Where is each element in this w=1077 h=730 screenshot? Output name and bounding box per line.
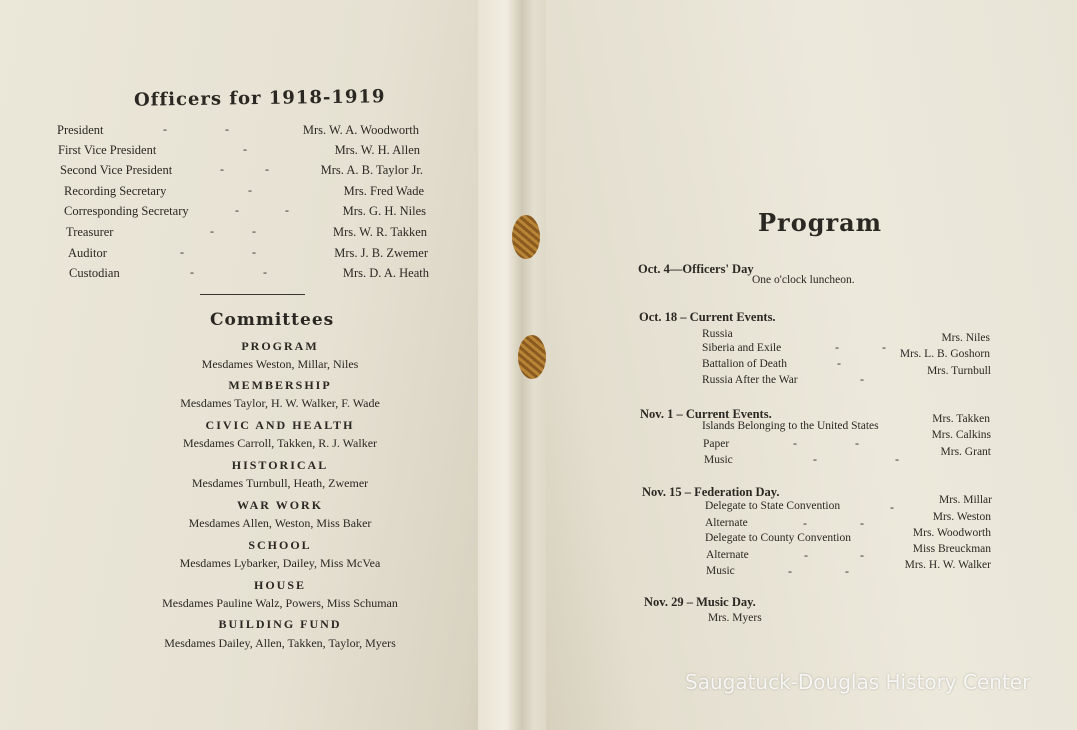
watermark: Saugatuck-Douglas History Center xyxy=(685,670,1031,694)
officer-name: Mrs. W. R. Takken xyxy=(332,225,427,239)
program-speaker: Mrs. Grant xyxy=(940,446,991,458)
leader-dash: - xyxy=(248,183,252,197)
leader-dash: - xyxy=(803,516,807,530)
leader-dash: - xyxy=(220,162,224,176)
leader-dash: - xyxy=(243,142,247,156)
program-speaker: Mrs. L. B. Goshorn xyxy=(899,348,990,360)
leader-dash: - xyxy=(860,372,864,386)
officer-name: Mrs. W. H. Allen xyxy=(334,143,420,157)
program-date: Oct. 18 – Current Events. xyxy=(639,310,776,324)
program-item: Alternate xyxy=(705,517,748,529)
binding-thread xyxy=(512,215,540,259)
officer-name: Mrs. G. H. Niles xyxy=(342,204,426,218)
program-speaker: Mrs. Woodworth xyxy=(912,527,991,539)
leader-dash: - xyxy=(252,245,256,259)
officer-role: Custodian xyxy=(69,266,120,280)
committee-name: HOUSE xyxy=(253,578,306,592)
program-speaker: Mrs. Niles xyxy=(941,332,990,344)
program-speaker: Mrs. Weston xyxy=(932,511,991,523)
program-speaker: Mrs. Turnbull xyxy=(927,365,991,377)
program-item: Alternate xyxy=(706,549,749,561)
program-speaker: Miss Breuckman xyxy=(912,543,991,555)
leader-dash: - xyxy=(263,265,267,279)
leader-dash: - xyxy=(225,122,229,136)
committee-members: Mesdames Taylor, H. W. Walker, F. Wade xyxy=(180,396,380,410)
program-speaker: Mrs. Millar xyxy=(938,494,992,506)
leader-dash: - xyxy=(252,224,256,238)
leader-dash: - xyxy=(835,340,839,354)
leader-dash: - xyxy=(265,162,269,176)
officer-name: Mrs. Fred Wade xyxy=(343,184,424,198)
officer-role: Recording Secretary xyxy=(64,184,167,198)
leader-dash: - xyxy=(235,203,239,217)
program-item: Music xyxy=(706,565,735,577)
leader-dash: - xyxy=(285,203,289,217)
officer-name: Mrs. W. A. Woodworth xyxy=(302,123,419,137)
officer-role: Second Vice President xyxy=(60,163,173,177)
leader-dash: - xyxy=(882,340,886,354)
leader-dash: - xyxy=(837,356,841,370)
program-item: Music xyxy=(704,454,733,466)
left-page xyxy=(0,0,522,730)
program-date: Nov. 1 – Current Events. xyxy=(640,407,772,421)
program-item: Delegate to State Convention xyxy=(705,500,841,512)
program-item: Battalion of Death xyxy=(702,358,787,370)
committee-name: CIVIC AND HEALTH xyxy=(205,418,355,432)
program-item: Islands Belonging to the United States xyxy=(702,420,879,432)
leader-dash: - xyxy=(855,436,859,450)
committees-title: Committees xyxy=(210,310,335,330)
leader-dash: - xyxy=(180,245,184,259)
committee-members: Mesdames Allen, Weston, Miss Baker xyxy=(188,516,372,530)
committee-name: MEMBERSHIP xyxy=(228,378,332,392)
committee-members: Mesdames Lybarker, Dailey, Miss McVea xyxy=(179,556,381,570)
leader-dash: - xyxy=(895,452,899,466)
committee-name: WAR WORK xyxy=(236,498,324,512)
program-item: Siberia and Exile xyxy=(702,342,782,354)
program-speaker: Mrs. Takken xyxy=(932,413,990,425)
program-date: Nov. 15 – Federation Day. xyxy=(642,485,780,499)
committee-name: HISTORICAL xyxy=(231,458,329,472)
program-speaker: Mrs. Calkins xyxy=(931,429,991,441)
program-date: Nov. 29 – Music Day. xyxy=(644,595,756,609)
officers-title: Officers for 1918-1919 xyxy=(133,86,386,111)
program-date: Oct. 4—Officers' Day xyxy=(638,262,754,276)
leader-dash: - xyxy=(163,122,167,136)
program-item: Russia After the War xyxy=(702,374,798,386)
committee-members: Mesdames Weston, Millar, Niles xyxy=(201,357,359,371)
leader-dash: - xyxy=(210,224,214,238)
program-item: Mrs. Myers xyxy=(708,612,762,624)
binding-thread xyxy=(518,335,546,379)
committee-members: Mesdames Turnbull, Heath, Zwemer xyxy=(191,476,369,490)
program-item: Delegate to County Convention xyxy=(705,532,851,544)
leader-dash: - xyxy=(793,436,797,450)
officer-name: Mrs. A. B. Taylor Jr. xyxy=(320,163,423,177)
leader-dash: - xyxy=(845,564,849,578)
program-title: Program xyxy=(758,208,883,237)
program-item: Russia xyxy=(702,328,733,340)
right-page xyxy=(546,0,1077,730)
committee-members: Mesdames Pauline Walz, Powers, Miss Schuman xyxy=(162,596,398,610)
leader-dash: - xyxy=(190,265,194,279)
leader-dash: - xyxy=(890,500,894,514)
committee-name: SCHOOL xyxy=(248,538,312,552)
leader-dash: - xyxy=(788,564,792,578)
divider-rule xyxy=(200,294,305,295)
officer-role: Auditor xyxy=(68,246,107,260)
officer-role: Treasurer xyxy=(66,225,114,239)
committee-members: Mesdames Dailey, Allen, Takken, Taylor, Myers xyxy=(164,636,396,650)
officer-name: Mrs. D. A. Heath xyxy=(342,266,429,280)
officer-role: Corresponding Secretary xyxy=(64,204,189,218)
officer-role: First Vice President xyxy=(58,143,157,157)
leader-dash: - xyxy=(860,548,864,562)
leader-dash: - xyxy=(804,548,808,562)
leader-dash: - xyxy=(813,452,817,466)
program-item: Paper xyxy=(703,438,730,450)
committee-members: Mesdames Carroll, Takken, R. J. Walker xyxy=(182,436,378,450)
program-item: One o'clock luncheon. xyxy=(752,274,855,286)
officer-role: President xyxy=(57,123,104,137)
program-speaker: Mrs. H. W. Walker xyxy=(904,559,991,571)
officer-name: Mrs. J. B. Zwemer xyxy=(334,246,428,260)
committee-name: BUILDING FUND xyxy=(218,617,342,631)
committee-name: PROGRAM xyxy=(241,339,319,353)
leader-dash: - xyxy=(860,516,864,530)
